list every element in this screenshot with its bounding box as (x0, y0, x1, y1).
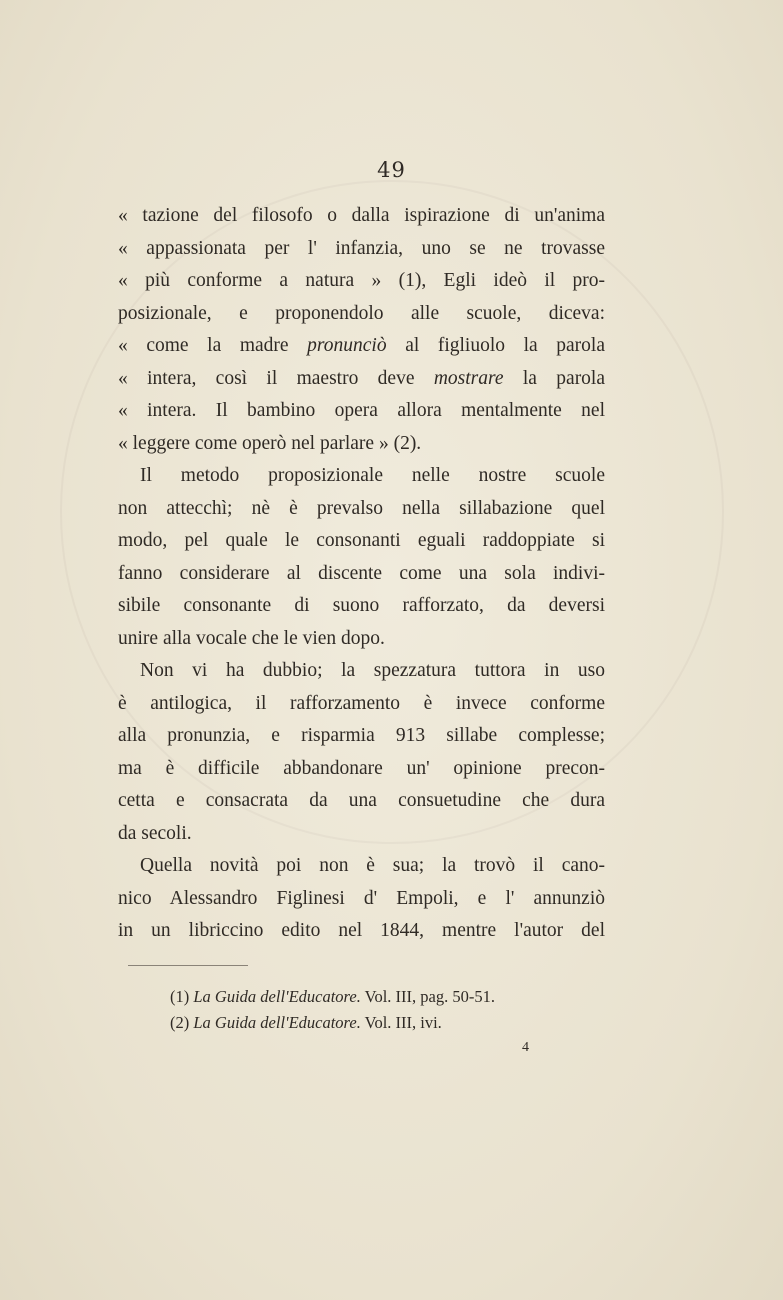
text-line: da secoli. (118, 822, 192, 844)
text-line: alla pronunzia, e risparmia 913 sillabe complesse; (118, 725, 605, 746)
text-line: « più conforme a natura » (1), Egli ideò il pro- (118, 270, 605, 291)
text-line: in un libriccino edito nel 1844, mentre l'autor del (118, 920, 605, 941)
italic-word: mostrare (433, 367, 504, 389)
text-line: Non vi ha dubbio; la spezzatura tuttora in uso (140, 660, 605, 681)
text-line: « appassionata per l' infanzia, uno se ne trovasse (118, 237, 605, 259)
footnote-divider (128, 965, 248, 966)
text-line: ma è difficile abbandonare un' opinione precon- (118, 757, 605, 779)
footnotes (170, 984, 610, 1036)
text-line: « leggere come operò nel parlare » (2). (118, 432, 422, 454)
text-line: « intera. Il bambino opera allora mentalmente nel (118, 400, 605, 421)
text-line: non attecchì; nè è prevalso nella sillabazione quel (118, 497, 605, 519)
body-text (118, 200, 605, 948)
text-line: posizionale, e proponendolo alle scuole, diceva: (118, 302, 605, 324)
text-line: « come la madre pronunciò al figliuolo la parola (118, 335, 605, 356)
text-line: sibile consonante di suono rafforzato, da deversi (118, 595, 605, 616)
text-line: nico Alessandro Figlinesi d' Empoli, e l' annunziò (118, 887, 605, 909)
page-number: 49 (377, 158, 406, 182)
text-line: « intera, così il maestro deve mostrare la parola (118, 367, 606, 389)
footnote: (2) La Guida dell'Educatore. Vol. III, ivi. (170, 1013, 442, 1032)
text-line: fanno considerare al discente come una sola indivi- (118, 562, 605, 584)
text-line: « tazione del filosofo o dalla ispirazione di un'anima (118, 205, 605, 226)
footnote: (1) La Guida dell'Educatore. Vol. III, pag. 50-51. (170, 987, 495, 1006)
text-line: modo, pel quale le consonanti eguali raddoppiate si (118, 530, 605, 551)
text-line: Quella novità poi non è sua; la trovò il cano- (140, 855, 605, 876)
italic-word: pronunciò (307, 335, 387, 356)
text-line: cetta e consacrata da una consuetudine che dura (118, 790, 605, 811)
signature-mark: 4 (522, 1040, 529, 1055)
text-line: Il metodo proposizionale nelle nostre scuole (140, 465, 605, 486)
text-line: unire alla vocale che le vien dopo. (118, 627, 385, 649)
text-line: è antilogica, il rafforzamento è invece conforme (118, 692, 605, 714)
